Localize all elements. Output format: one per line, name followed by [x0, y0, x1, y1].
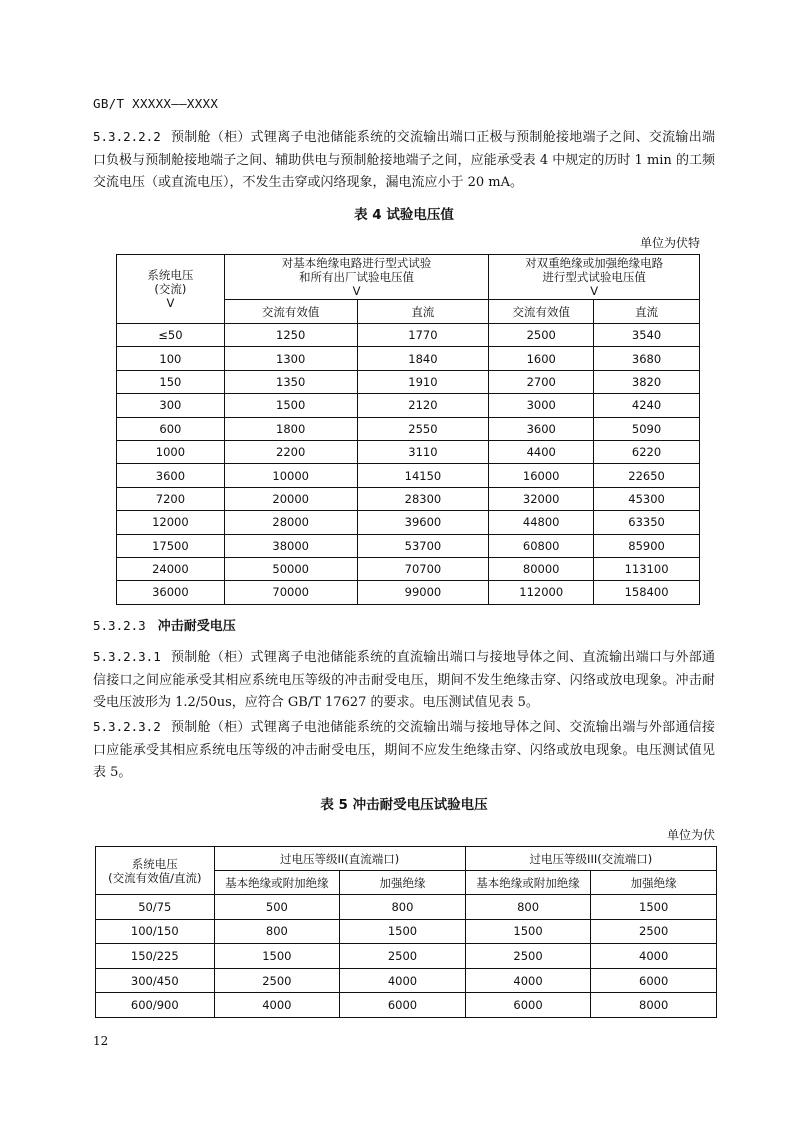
table-cell: 600/900	[96, 993, 215, 1018]
table-cell: 2550	[357, 417, 489, 440]
table-cell: 32000	[489, 487, 594, 510]
header-line: V	[590, 284, 599, 298]
table5-subheader: 加强绝缘	[591, 871, 717, 895]
table5-subheader: 基本绝缘或附加绝缘	[465, 871, 591, 895]
table-cell: 1910	[357, 370, 489, 393]
table-cell: 6000	[591, 968, 717, 993]
table-cell: 2500	[591, 919, 717, 944]
table4-subheader: 直流	[357, 300, 489, 324]
clause-number: 5.3.2.3.1	[93, 649, 161, 664]
table-cell: 100	[117, 347, 225, 370]
table4-header-system-voltage	[117, 255, 225, 324]
table-cell: 4400	[489, 440, 594, 463]
table-row	[117, 487, 700, 510]
table-row	[117, 464, 700, 487]
table-cell: 800	[214, 919, 340, 944]
table-cell: 2500	[340, 944, 466, 969]
clause-text: 预制舱（柜）式锂离子电池储能系统的直流输出端口与接地导体之间、直流输出端口与外部通信接口之间应能承受其相应系统电压等级的冲击耐受电压，期间不发生绝缘击穿、闪络或放电现象。冲击耐受电压波形为 1.2/50us，应符合 GB/T 17627 的要求。电压测试值见表 5。	[93, 650, 715, 710]
table-row	[117, 511, 700, 534]
table-cell: 10000	[224, 464, 357, 487]
table-cell: 2200	[224, 440, 357, 463]
table-cell: 38000	[224, 534, 357, 557]
table-cell: 3000	[489, 394, 594, 417]
table4-subheader: 交流有效值	[489, 300, 594, 324]
table-cell: 2500	[489, 324, 594, 347]
table4-subheader: 直流	[594, 300, 700, 324]
table5	[95, 846, 717, 1018]
table4-unit: 单位为伏特	[639, 236, 700, 250]
table-cell: 14150	[357, 464, 489, 487]
header-line: (交流)	[154, 282, 187, 296]
table-cell: 150	[117, 370, 225, 393]
table4	[116, 254, 700, 605]
table-cell: 50/75	[96, 895, 215, 920]
paragraph-5-3-2-2-2	[93, 126, 715, 195]
table-cell: 22650	[594, 464, 700, 487]
table-cell: 3540	[594, 324, 700, 347]
table-cell: 6000	[340, 993, 466, 1018]
table-cell: 4000	[214, 993, 340, 1018]
table5-body	[96, 895, 717, 1018]
table-cell: 300	[117, 394, 225, 417]
table-cell: 50000	[224, 557, 357, 580]
table-cell: 28300	[357, 487, 489, 510]
table-cell: 3600	[117, 464, 225, 487]
section-number: 5.3.2.3	[93, 618, 146, 633]
table-cell: 1250	[224, 324, 357, 347]
table-row	[96, 944, 717, 969]
table-cell: 158400	[594, 581, 700, 604]
table-cell: 39600	[357, 511, 489, 534]
header-line: 对双重绝缘或加强绝缘电路	[525, 256, 664, 270]
table-cell: 4000	[465, 968, 591, 993]
table-row	[117, 417, 700, 440]
table-cell: 300/450	[96, 968, 215, 993]
table-cell: 28000	[224, 511, 357, 534]
header-line: 系统电压	[131, 856, 178, 871]
table5-header-overvoltage-ii: 过电压等级II(直流端口)	[214, 847, 465, 871]
table-cell: 3600	[489, 417, 594, 440]
table-cell: 70700	[357, 557, 489, 580]
table-cell: 60800	[489, 534, 594, 557]
table-cell: 1500	[214, 944, 340, 969]
table-cell: 12000	[117, 511, 225, 534]
table5-header-overvoltage-iii: 过电压等级III(交流端口)	[465, 847, 716, 871]
clause-number: 5.3.2.3.2	[93, 719, 161, 734]
table-cell: 80000	[489, 557, 594, 580]
header-line: 和所有出厂试验电压值	[299, 270, 415, 284]
table-cell: 800	[340, 895, 466, 920]
table5-caption: 表 5 冲击耐受电压试验电压	[320, 797, 488, 813]
header-line: V	[352, 284, 361, 298]
table4-header-double-insulation	[489, 255, 700, 300]
table-cell: 1800	[224, 417, 357, 440]
table4-body	[117, 324, 700, 605]
table-cell: 1500	[591, 895, 717, 920]
table-cell: 4000	[340, 968, 466, 993]
clause-text: 预制舱（柜）式锂离子电池储能系统的交流输出端与接地导体之间、交流输出端与外部通信接口应能承受其相应系统电压等级的冲击耐受电压，期间不应发生绝缘击穿、闪络或放电现象。电压测试值见表 5。	[93, 720, 715, 780]
document-header: GB/T XXXXX——XXXX	[93, 96, 219, 111]
table-cell: 3680	[594, 347, 700, 370]
table-cell: 2500	[214, 968, 340, 993]
table-cell: 3820	[594, 370, 700, 393]
table-cell: 3110	[357, 440, 489, 463]
section-title: 冲击耐受电压	[157, 619, 236, 634]
table-cell: 4240	[594, 394, 700, 417]
table5-header-system-voltage	[96, 847, 215, 895]
table-cell: 112000	[489, 581, 594, 604]
clause-text: 预制舱（柜）式锂离子电池储能系统的交流输出端口正极与预制舱接地端子之间、交流输出端口负极与预制舱接地端子之间、辅助供电与预制舱接地端子之间，应能承受表 4 中规定的历时 1 min 的工频交流电压（或直流电压），不发生击穿或闪络现象，漏电流应小于 20 mA。	[93, 130, 715, 190]
table-cell: 100/150	[96, 919, 215, 944]
table-cell: ≤50	[117, 324, 225, 347]
table-cell: 53700	[357, 534, 489, 557]
table-row	[117, 394, 700, 417]
table-cell: 6000	[465, 993, 591, 1018]
table-row	[96, 919, 717, 944]
table-cell: 1500	[224, 394, 357, 417]
table-cell: 2500	[465, 944, 591, 969]
header-line: 进行型式试验电压值	[542, 270, 646, 284]
table4-header-basic-insulation	[224, 255, 488, 300]
table-cell: 7200	[117, 487, 225, 510]
table5-unit: 单位为伏	[666, 828, 715, 842]
table-cell: 113100	[594, 557, 700, 580]
clause-number: 5.3.2.2.2	[93, 129, 161, 144]
table-row	[117, 557, 700, 580]
table-cell: 4000	[591, 944, 717, 969]
table-row	[117, 324, 700, 347]
table4-caption: 表 4 试验电压值	[354, 207, 454, 223]
table-cell: 63350	[594, 511, 700, 534]
table-row	[96, 993, 717, 1018]
table-cell: 6220	[594, 440, 700, 463]
table-cell: 45300	[594, 487, 700, 510]
header-line: (交流有效值/直流)	[108, 870, 202, 885]
table5-subheader: 基本绝缘或附加绝缘	[214, 871, 340, 895]
table-cell: 1500	[340, 919, 466, 944]
table-cell: 150/225	[96, 944, 215, 969]
table-cell: 16000	[489, 464, 594, 487]
table4-subheader: 交流有效值	[224, 300, 357, 324]
page-number: 12	[93, 1034, 109, 1048]
paragraph-5-3-2-3-1	[93, 646, 715, 715]
table-row	[117, 581, 700, 604]
table-cell: 500	[214, 895, 340, 920]
table-cell: 85900	[594, 534, 700, 557]
table-cell: 1600	[489, 347, 594, 370]
table-cell: 8000	[591, 993, 717, 1018]
table-row	[96, 968, 717, 993]
table-cell: 2700	[489, 370, 594, 393]
table-cell: 1770	[357, 324, 489, 347]
table-cell: 24000	[117, 557, 225, 580]
table-row	[96, 895, 717, 920]
table-cell: 1350	[224, 370, 357, 393]
paragraph-5-3-2-3-2	[93, 716, 715, 785]
table-row	[117, 347, 700, 370]
table-cell: 99000	[357, 581, 489, 604]
table-cell: 17500	[117, 534, 225, 557]
section-heading-5-3-2-3	[93, 615, 236, 634]
header-line: 对基本绝缘电路进行型式试验	[281, 256, 432, 270]
table-cell: 2120	[357, 394, 489, 417]
table-row	[117, 440, 700, 463]
table-cell: 44800	[489, 511, 594, 534]
table-row	[117, 370, 700, 393]
table-cell: 1500	[465, 919, 591, 944]
header-line: 系统电压	[147, 268, 194, 282]
table-cell: 1840	[357, 347, 489, 370]
table-cell: 36000	[117, 581, 225, 604]
table-cell: 20000	[224, 487, 357, 510]
table-cell: 600	[117, 417, 225, 440]
table-cell: 5090	[594, 417, 700, 440]
header-line: V	[166, 296, 175, 310]
table5-subheader: 加强绝缘	[340, 871, 466, 895]
table-cell: 1300	[224, 347, 357, 370]
table-row	[117, 534, 700, 557]
table-cell: 800	[465, 895, 591, 920]
table-cell: 1000	[117, 440, 225, 463]
table-cell: 70000	[224, 581, 357, 604]
